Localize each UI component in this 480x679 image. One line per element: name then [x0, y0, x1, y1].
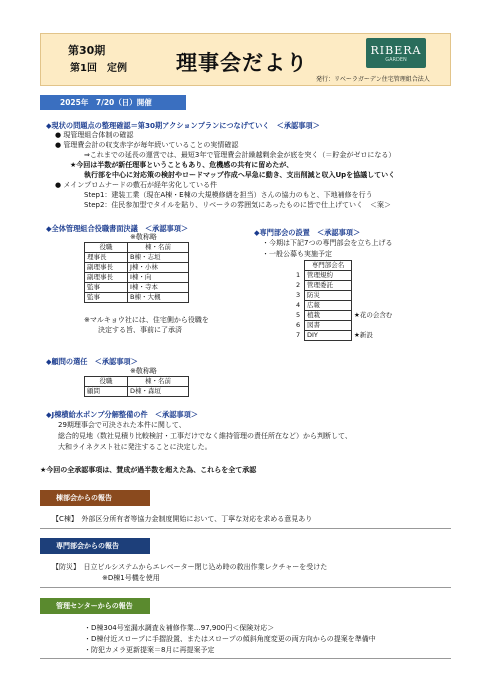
- report-line: ・D棟304号室漏水調査＆補修作業…97,900円＜保険対応＞: [84, 624, 275, 632]
- table-cell: 管理委託: [305, 281, 352, 291]
- committee-note: ・一般公募も実施予定: [262, 250, 332, 258]
- logo-text: RIBERA: [370, 44, 422, 57]
- row-number: 4: [296, 301, 301, 309]
- table-row: [294, 281, 394, 291]
- table-row: [85, 273, 189, 283]
- table-cell: 監事: [85, 293, 128, 303]
- table-cell: 監事: [85, 283, 128, 293]
- section-issues-heading: ◆現状の問題点の整理確認＝第30期アクションプランにつなげていく ＜承認事項＞: [46, 121, 320, 130]
- list-item-highlight: 執行部を中心に対応策の検討やロードマップ作成へ早急に動き、支出削減と収入Upを協議していく: [84, 171, 396, 179]
- section-pump-heading: ◆J棟横給水ポンプ分解整備の件 ＜承認事項＞: [46, 410, 198, 419]
- committee-note: ・今期は下記7つの専門部会を立ち上げる: [262, 239, 393, 247]
- list-item: ⇒これまでの延長の運営では、最短3年で管理費会計繰越剰余金が底を突く（＝貯金がゼロになる）: [84, 151, 396, 159]
- report-line: ※D棟1号機を使用: [102, 574, 160, 582]
- table-cell: I棟・向: [128, 273, 189, 283]
- table-cell: B棟・大槻: [128, 293, 189, 303]
- officers-table: [84, 242, 189, 303]
- section-officers-heading: ◆全体管理組合役職書面決議 ＜承認事項＞: [46, 224, 189, 233]
- table-header-row: [294, 261, 394, 271]
- honorific-note: ※敬称略: [130, 367, 157, 375]
- table-row: [294, 321, 394, 331]
- paragraph-line: 総合的見地（数社見積り比較検討・工事だけでなく維持管理の責任所在など）から判断して、: [58, 432, 352, 440]
- divider: [40, 658, 451, 659]
- column-header: 棟・名前: [128, 377, 189, 387]
- table-cell: D棟・森垣: [128, 387, 189, 397]
- table-cell: DIY: [305, 331, 352, 341]
- table-row: [294, 301, 394, 311]
- table-cell: B棟・志垣: [128, 253, 189, 263]
- row-note: ★花の会含む: [354, 311, 393, 319]
- row-number: 7: [296, 331, 301, 339]
- footnote: ※マルキョウ社には、住宅側から役職を: [84, 316, 209, 324]
- page-title: 理事会だより: [176, 51, 308, 75]
- table-cell: [294, 261, 305, 271]
- table-cell: 図書: [305, 321, 352, 331]
- row-number: 2: [296, 281, 301, 289]
- table-row: [85, 387, 189, 397]
- table-cell: 広報: [305, 301, 352, 311]
- issue-session: 第1回 定例: [70, 63, 127, 74]
- row-note: [352, 281, 395, 291]
- list-item: Step2：住民参加型でタイルを貼り、リベーラの雰囲気にあったものに皆で仕上げていく ＜案＞: [84, 201, 392, 209]
- column-header: 役職: [85, 243, 128, 253]
- committees-table: [294, 260, 394, 341]
- paragraph-line: 大和ライネクスト社に発注することに決定した。: [58, 443, 212, 451]
- table-header-row: [85, 377, 189, 387]
- section-committees-heading: ◆専門部会の設置 ＜承認事項＞: [254, 228, 361, 237]
- column-header: 役職: [85, 377, 128, 387]
- row-note: [352, 291, 395, 301]
- table-cell: J棟・小林: [128, 263, 189, 273]
- advisor-table: [84, 376, 189, 397]
- report-line: 【C棟】 外部区分所有者等協力金制度開始において、丁寧な対応を求める意見あり: [52, 515, 313, 523]
- table-cell: 防災: [305, 291, 352, 301]
- table-cell: 副理事長: [85, 263, 128, 273]
- issue-number: 第30期: [68, 44, 106, 57]
- row-number: 1: [296, 271, 301, 279]
- table-cell: 理事長: [85, 253, 128, 263]
- row-number: 6: [296, 321, 301, 329]
- table-row: [85, 263, 189, 273]
- divider: [40, 587, 451, 588]
- list-item: ● 現管理組合体制の確認: [55, 131, 134, 139]
- logo-subtext: GARDEN: [385, 57, 407, 63]
- table-cell: 管理規約: [305, 271, 352, 281]
- section-advisor-heading: ◆顧問の選任 ＜承認事項＞: [46, 357, 138, 366]
- row-note: ★新設: [354, 331, 373, 339]
- table-row: [294, 291, 394, 301]
- report-line: ・D棟付近スロープに手摺設置、またはスロープの傾斜角度変更の両方向からの提案を準備中: [84, 635, 376, 643]
- row-number: 3: [296, 291, 301, 299]
- column-header: 専門部会名: [305, 261, 352, 271]
- paragraph-line: 29期理事会で可決された本件に関して、: [58, 421, 186, 429]
- meeting-date: 2025年 7/20（日）開催: [40, 95, 186, 110]
- report-line: 【防災】 日立ビルシステムからエレベーター閉じ込め時の救出作業レクチャーを受けた: [52, 563, 328, 571]
- table-row: [85, 283, 189, 293]
- row-number: 5: [296, 311, 301, 319]
- ribera-logo: [366, 38, 426, 68]
- committee-report-band: 専門部会からの報告: [40, 538, 150, 554]
- table-cell: 副理事長: [85, 273, 128, 283]
- center-report-band: 管理センターからの報告: [40, 598, 150, 614]
- table-row: [85, 253, 189, 263]
- publisher: 発行：リベーラガーデン住宅管理組合法人: [316, 76, 430, 83]
- list-item-highlight: ★今回は半数が新任理事ということもあり、危機感の共有に留めたが、: [70, 161, 294, 169]
- table-cell: 植栽: [305, 311, 352, 321]
- table-cell: [352, 261, 395, 271]
- footnote: 決定する旨、事前に了承済: [98, 326, 182, 334]
- list-item: ● 管理費会計の収支赤字が毎年続いていることの実情確認: [55, 141, 239, 149]
- table-row: [294, 311, 394, 321]
- row-note: [352, 321, 395, 331]
- table-row: [294, 271, 394, 281]
- row-note: [352, 271, 395, 281]
- table-row: [294, 331, 394, 341]
- table-row: [85, 293, 189, 303]
- report-line: ・防犯カメラ更新提案＝8月に再提案予定: [84, 646, 215, 654]
- table-header-row: [85, 243, 189, 253]
- list-item: Step1：建装工業（現在A棟・E棟の大規模修繕を担当）さんの協力のもと、下地補修を行う: [84, 191, 373, 199]
- building-report-band: 棟部会からの報告: [40, 490, 150, 506]
- table-cell: 顧問: [85, 387, 128, 397]
- divider: [40, 528, 451, 529]
- list-item: ● メインプロムナードの敷石が経年劣化している件: [55, 181, 218, 189]
- row-note: [352, 301, 395, 311]
- column-header: 棟・名前: [128, 243, 189, 253]
- table-cell: I棟・寺本: [128, 283, 189, 293]
- approval-summary: ★今回の全承認事項は、賛成が過半数を超えた為、これらを全て承認: [40, 466, 257, 474]
- honorific-note: ※敬称略: [130, 233, 157, 241]
